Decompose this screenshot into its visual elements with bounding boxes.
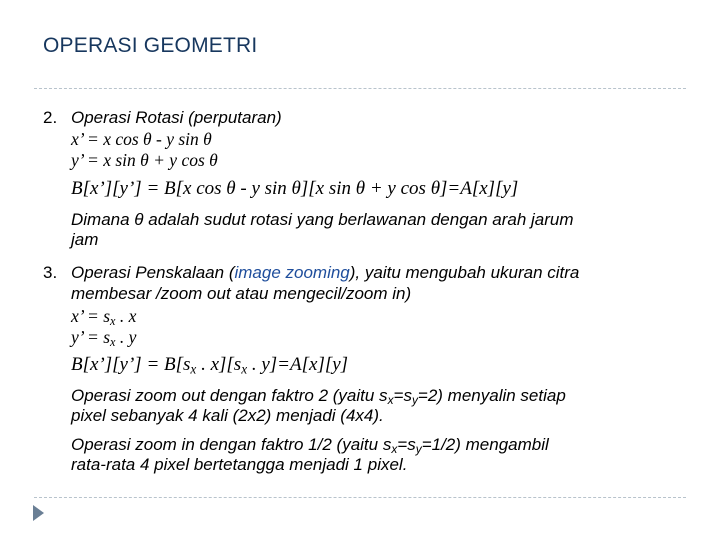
formula-x-rhs: . x: [119, 306, 137, 326]
formula-y-lhs: y’ = s: [71, 327, 111, 347]
rotation-formula-x: x’ = x cos θ - y sin θ: [71, 129, 212, 149]
zoom-in-part-b: =s: [397, 435, 416, 454]
zoom-in-sub1: x: [391, 441, 398, 456]
zoom-in-part-a: Operasi zoom in dengan faktro 1/2 (yaitu s: [71, 435, 392, 454]
zoom-out-sub1: x: [387, 392, 394, 407]
zoom-out-part-b: =s: [393, 386, 412, 405]
matrix-part-c: . y]=A[x][y]: [251, 354, 349, 375]
scaling-heading-post: ), yaitu mengubah ukuran citra: [349, 263, 580, 282]
zoom-in-line2: rata-rata 4 pixel bertetangga menjadi 1 pixel.: [71, 455, 408, 474]
matrix-sub2: x: [241, 361, 248, 377]
rotation-note-line1: Dimana θ adalah sudut rotasi yang berlawanan dengan arah jarum: [71, 210, 574, 229]
rotation-note-line2: jam: [71, 230, 99, 249]
formula-x-sub: x: [110, 314, 116, 329]
zoom-in-part-c: =1/2) mengambil: [421, 435, 549, 454]
bottom-divider: [34, 497, 686, 498]
list-number: 2.: [43, 108, 58, 127]
scaling-formula-y: [71, 327, 136, 352]
zoom-out-part-c: =2) menyalin setiap: [417, 386, 566, 405]
formula-y-rhs: . y: [119, 327, 137, 347]
formula-y-sub: x: [110, 335, 116, 350]
scaling-heading-line2: membesar /zoom out atau mengecil/zoom in): [71, 284, 412, 303]
zoom-out-part-a: Operasi zoom out dengan faktro 2 (yaitu s: [71, 386, 388, 405]
list-number: 3.: [43, 263, 58, 282]
scaling-matrix-formula: [71, 355, 348, 379]
formula-x-lhs: x’ = s: [71, 306, 111, 326]
zoom-out-sub2: y: [411, 392, 418, 407]
rotation-formula-y: y’ = x sin θ + y cos θ: [71, 150, 218, 170]
scaling-heading: [71, 263, 579, 283]
top-divider: [34, 88, 686, 89]
slide-title: OPERASI GEOMETRI: [43, 34, 258, 57]
zoom-out-line2: pixel sebanyak 4 kali (2x2) menjadi (4x4).: [71, 406, 384, 425]
matrix-part-a: B[x’][y’] = B[s: [71, 354, 191, 375]
rotation-heading: Operasi Rotasi (perputaran): [71, 108, 282, 127]
matrix-sub1: x: [190, 361, 197, 377]
scaling-heading-pre: Operasi Penskalaan (: [71, 263, 235, 282]
rotation-matrix-formula: B[x’][y’] = B[x cos θ - y sin θ][x sin θ + y cos θ]=A[x][y]: [71, 178, 519, 199]
zoom-in-sub2: y: [415, 441, 422, 456]
matrix-part-b: . x][s: [201, 354, 242, 375]
image-zooming-link[interactable]: image zooming: [234, 263, 350, 282]
triangle-right-icon[interactable]: [33, 505, 44, 521]
